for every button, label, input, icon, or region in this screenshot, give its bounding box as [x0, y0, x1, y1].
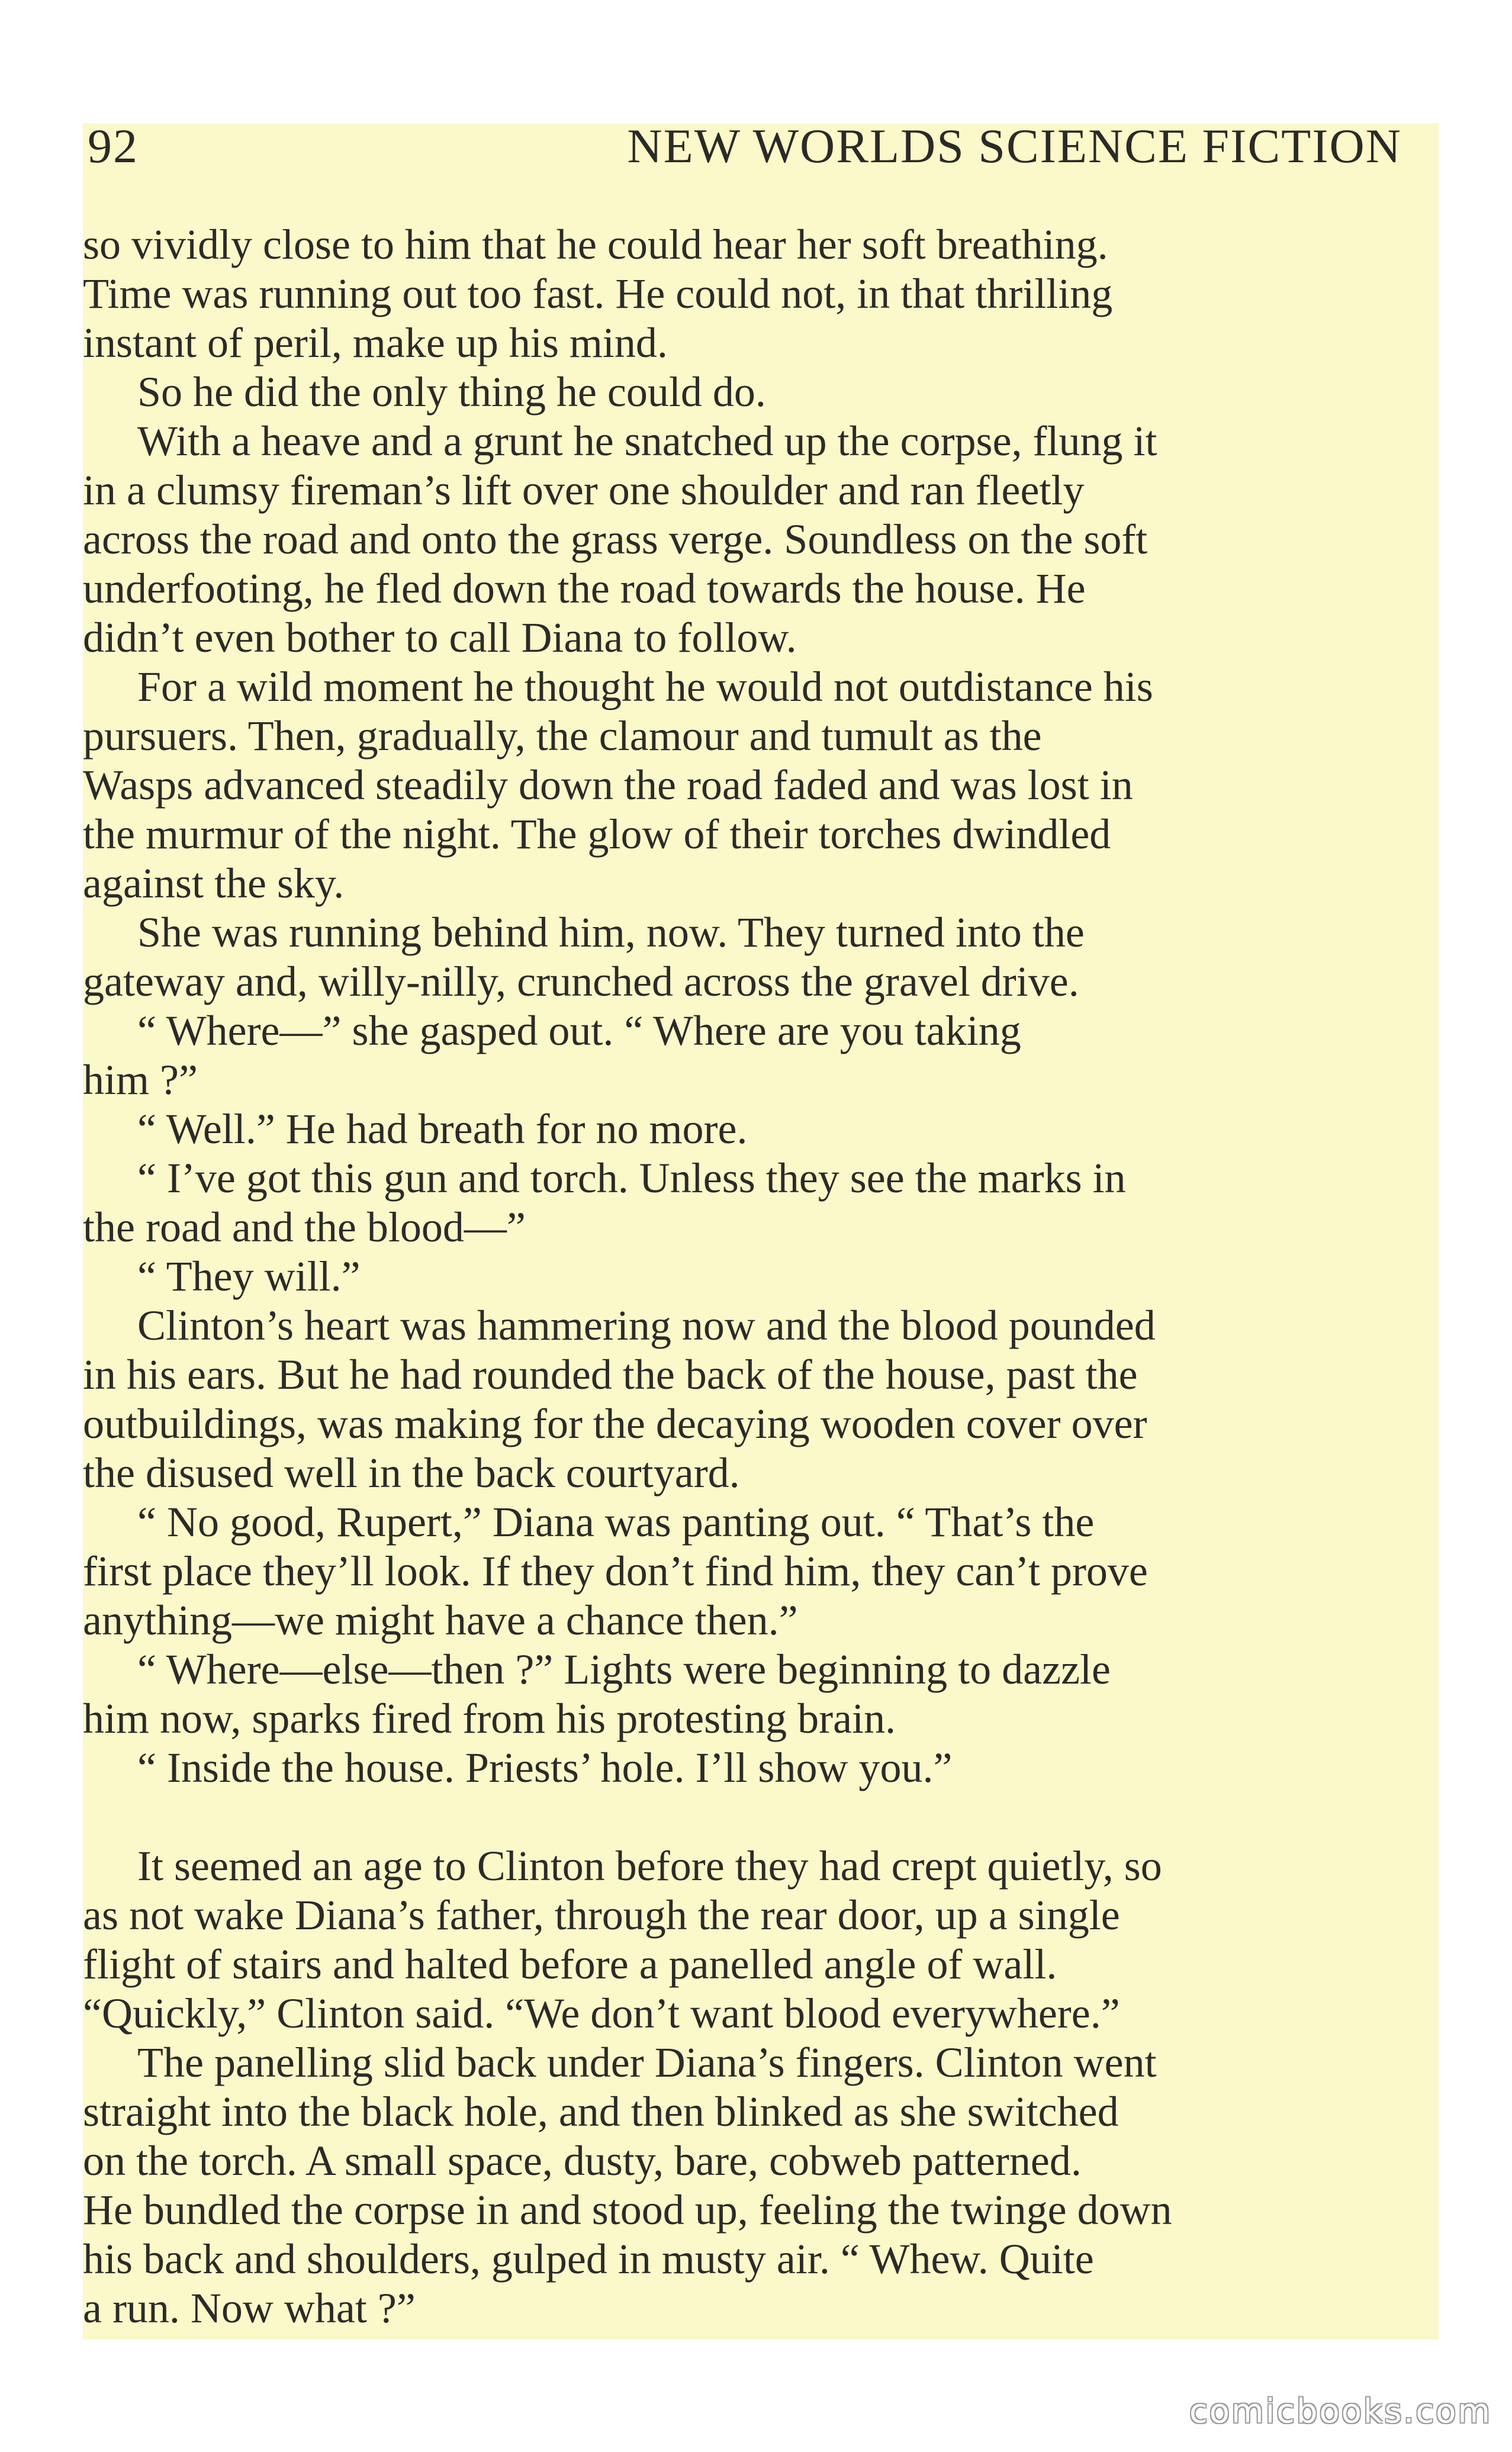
text-line: So he did the only thing he could do.	[137, 368, 766, 416]
text-line: anything—we might have a chance then.”	[83, 1597, 798, 1644]
text-line: underfooting, he fled down the road towards the house. He	[83, 565, 1086, 612]
text-line: flight of stairs and halted before a panelled angle of wall.	[83, 1941, 1057, 1988]
text-line: the disused well in the back courtyard.	[83, 1449, 740, 1497]
text-line: “ Inside the house. Priests’ hole. I’ll show you.”	[137, 1744, 953, 1791]
text-line: “ They will.”	[137, 1253, 361, 1300]
text-line: “Quickly,” Clinton said. “We don’t want blood everywhere.”	[83, 1990, 1120, 2037]
running-title: NEW WORLDS SCIENCE FICTION	[627, 119, 1402, 173]
text-line: as not wake Diana’s father, through the rear door, up a single	[83, 1891, 1120, 1939]
text-line: With a heave and a grunt he snatched up the corpse, flung it	[137, 417, 1157, 465]
text-line: “ Where—else—then ?” Lights were beginning to dazzle	[137, 1646, 1111, 1693]
text-line	[83, 1793, 1439, 1842]
page-header	[83, 118, 1439, 184]
text-line: the road and the blood—”	[83, 1204, 526, 1251]
text-line: against the sky.	[83, 860, 345, 907]
text-line: in a clumsy fireman’s lift over one shoulder and ran fleetly	[83, 466, 1085, 514]
text-line: across the road and onto the grass verge. Soundless on the soft	[83, 516, 1148, 563]
text-line: “ Well.” He had breath for no more.	[137, 1105, 748, 1153]
text-line: didn’t even bother to call Diana to follow.	[83, 614, 797, 661]
text-line: straight into the black hole, and then blinked as she switched	[83, 2088, 1119, 2135]
text-line: She was running behind him, now. They turned into the	[137, 909, 1085, 956]
text-line: him now, sparks fired from his protesting brain.	[83, 1695, 896, 1742]
text-line: outbuildings, was making for the decaying wooden cover over	[83, 1400, 1147, 1447]
text-line: The panelling slid back under Diana’s fingers. Clinton went	[137, 2039, 1157, 2086]
text-line: instant of peril, make up his mind.	[83, 319, 668, 366]
story-text	[83, 220, 1439, 2332]
text-line: pursuers. Then, gradually, the clamour and tumult as the	[83, 712, 1042, 760]
text-line: on the torch. A small space, dusty, bare, cobweb patterned.	[83, 2137, 1082, 2184]
watermark: comicbooks.com	[1189, 2392, 1492, 2431]
text-line: “ I’ve got this gun and torch. Unless they see the marks in	[137, 1154, 1126, 1202]
page-number: 92	[88, 119, 139, 173]
text-line: “ No good, Rupert,” Diana was panting out. “ That’s the	[137, 1498, 1095, 1546]
text-line: his back and shoulders, gulped in musty air. “ Whew. Quite	[83, 2235, 1094, 2283]
text-line: It seemed an age to Clinton before they had crept quietly, so	[137, 1842, 1162, 1890]
text-line: first place they’ll look. If they don’t find him, they can’t prove	[83, 1547, 1148, 1595]
text-line: Wasps advanced steadily down the road faded and was lost in	[83, 761, 1133, 809]
text-line: “ Where—” she gasped out. “ Where are you taking	[137, 1007, 1021, 1054]
text-line: him ?”	[83, 1056, 198, 1103]
text-line: a run. Now what ?”	[83, 2284, 416, 2332]
text-line: so vividly close to him that he could hear her soft breathing.	[83, 221, 1108, 268]
text-line: Time was running out too fast. He could not, in that thrilling	[83, 270, 1113, 317]
text-line: gateway and, willy-nilly, crunched across the gravel drive.	[83, 958, 1079, 1005]
text-line: Clinton’s heart was hammering now and the blood pounded	[137, 1302, 1156, 1349]
text-line: He bundled the corpse in and stood up, feeling the twinge down	[83, 2186, 1172, 2234]
text-line: in his ears. But he had rounded the back of the house, past the	[83, 1351, 1138, 1398]
text-line: For a wild moment he thought he would not outdistance his	[137, 663, 1153, 710]
text-line: the murmur of the night. The glow of their torches dwindled	[83, 810, 1111, 858]
